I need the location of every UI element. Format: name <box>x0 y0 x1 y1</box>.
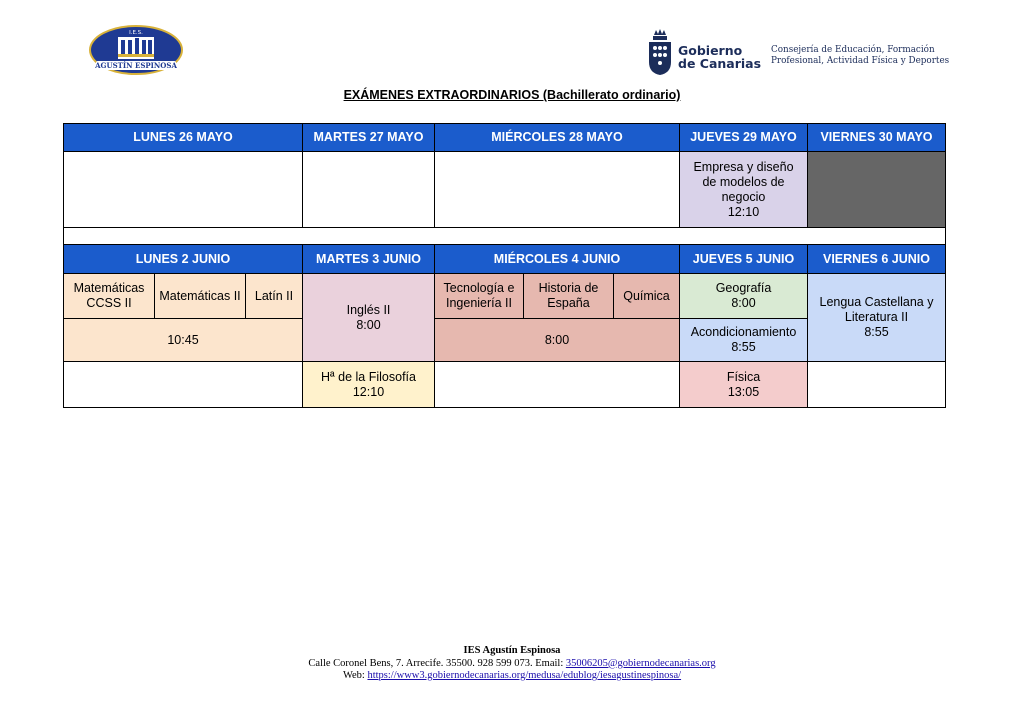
footer-email-link[interactable]: 35006205@gobiernodecanarias.org <box>565 657 716 669</box>
footer-web-link[interactable]: https://www3.gobiernodecanarias.org/medusa/edublog/iesagustinespinosa/ <box>367 670 682 681</box>
exam-subject: Lengua Castellana y Literatura II <box>819 295 934 324</box>
exam-time: 13:05 <box>727 384 760 399</box>
subject-matematicas: Matemáticas II <box>154 273 246 319</box>
exam-subject: Geografía <box>715 281 772 295</box>
page-title: EXÁMENES EXTRAORDINARIOS (Bachillerato ordinario) <box>343 88 681 102</box>
cell-jueves-5-second <box>679 318 808 362</box>
exam-time-lunes-2: 10:45 <box>63 318 303 362</box>
cell-jueves-29 <box>679 151 808 228</box>
header-jueves-5: JUEVES 5 JUNIO <box>679 244 808 274</box>
subject-matematicas-ccss: Matemáticas CCSS II <box>63 273 155 319</box>
school-logo <box>88 24 184 76</box>
exam-time: 12:10 <box>352 384 385 399</box>
cell-viernes-6 <box>807 273 946 362</box>
consejeria-name <box>771 45 949 66</box>
exam-time: 8:55 <box>731 340 756 354</box>
exam-subject: Inglés II <box>346 302 391 317</box>
footer-web-line <box>0 670 1024 683</box>
cell-lunes-2-empty <box>63 361 303 408</box>
exam-subject: Hª de la Filosofía <box>321 369 416 384</box>
header-miercoles-4: MIÉRCOLES 4 JUNIO <box>434 244 680 274</box>
header-lunes-26: LUNES 26 MAYO <box>63 123 303 152</box>
cell-jueves-5-third <box>679 361 808 408</box>
exam-time: 12:10 <box>727 204 760 219</box>
gobierno-line1: Gobierno <box>678 43 743 58</box>
gobierno-line2: de Canarias <box>678 56 762 71</box>
cell-jueves-5-first <box>679 273 808 319</box>
subject-quimica: Química <box>613 273 680 319</box>
header-jueves-29: JUEVES 29 MAYO <box>679 123 808 152</box>
cell-miercoles-4-empty <box>434 361 680 408</box>
cell-miercoles-28 <box>434 151 680 228</box>
subject-tecnologia: Tecnología e Ingeniería II <box>434 273 524 319</box>
header-lunes-2: LUNES 2 JUNIO <box>63 244 303 274</box>
footer-school-name: IES Agustín Espinosa <box>463 645 561 656</box>
header-viernes-30: VIERNES 30 MAYO <box>807 123 946 152</box>
footer-address-line <box>0 658 1024 671</box>
cell-lunes-26 <box>63 151 303 228</box>
header-viernes-6: VIERNES 6 JUNIO <box>807 244 946 274</box>
cell-viernes-30 <box>807 151 946 228</box>
school-logo-top-text: I.E.S. <box>129 30 143 36</box>
consejeria-line2: Profesional, Actividad Física y Deportes <box>771 55 950 66</box>
spacer-row <box>63 227 946 245</box>
cell-martes-3-second <box>302 361 435 408</box>
gobierno-logo-text <box>678 44 761 70</box>
header-martes-27: MARTES 27 MAYO <box>302 123 435 152</box>
exam-subject: Empresa y diseño de modelos de negocio <box>693 159 794 204</box>
exam-time: 8:00 <box>731 296 756 310</box>
subject-latin: Latín II <box>245 273 303 319</box>
cell-viernes-6-empty <box>807 361 946 408</box>
exam-time: 8:55 <box>864 325 889 339</box>
footer-web-label: Web: <box>342 670 368 681</box>
subject-historia: Historia de España <box>523 273 614 319</box>
footer <box>0 645 1024 683</box>
exam-time: 8:00 <box>356 317 381 332</box>
school-logo-name: AGUSTÍN ESPINOSA <box>95 61 177 70</box>
exam-subject: Acondicionamiento <box>690 325 797 339</box>
footer-address: Calle Coronel Bens, 7. Arrecife. 35500. 928 599 073. Email: <box>308 657 566 669</box>
cell-martes-27 <box>302 151 435 228</box>
header-miercoles-28: MIÉRCOLES 28 MAYO <box>434 123 680 152</box>
cell-martes-3 <box>302 273 435 362</box>
gobierno-shield-icon <box>646 28 674 76</box>
exam-subject: Física <box>726 369 761 384</box>
exam-time-miercoles-4: 8:00 <box>434 318 680 362</box>
consejeria-line1: Consejería de Educación, Formación <box>771 45 935 55</box>
header-martes-3: MARTES 3 JUNIO <box>302 244 435 274</box>
